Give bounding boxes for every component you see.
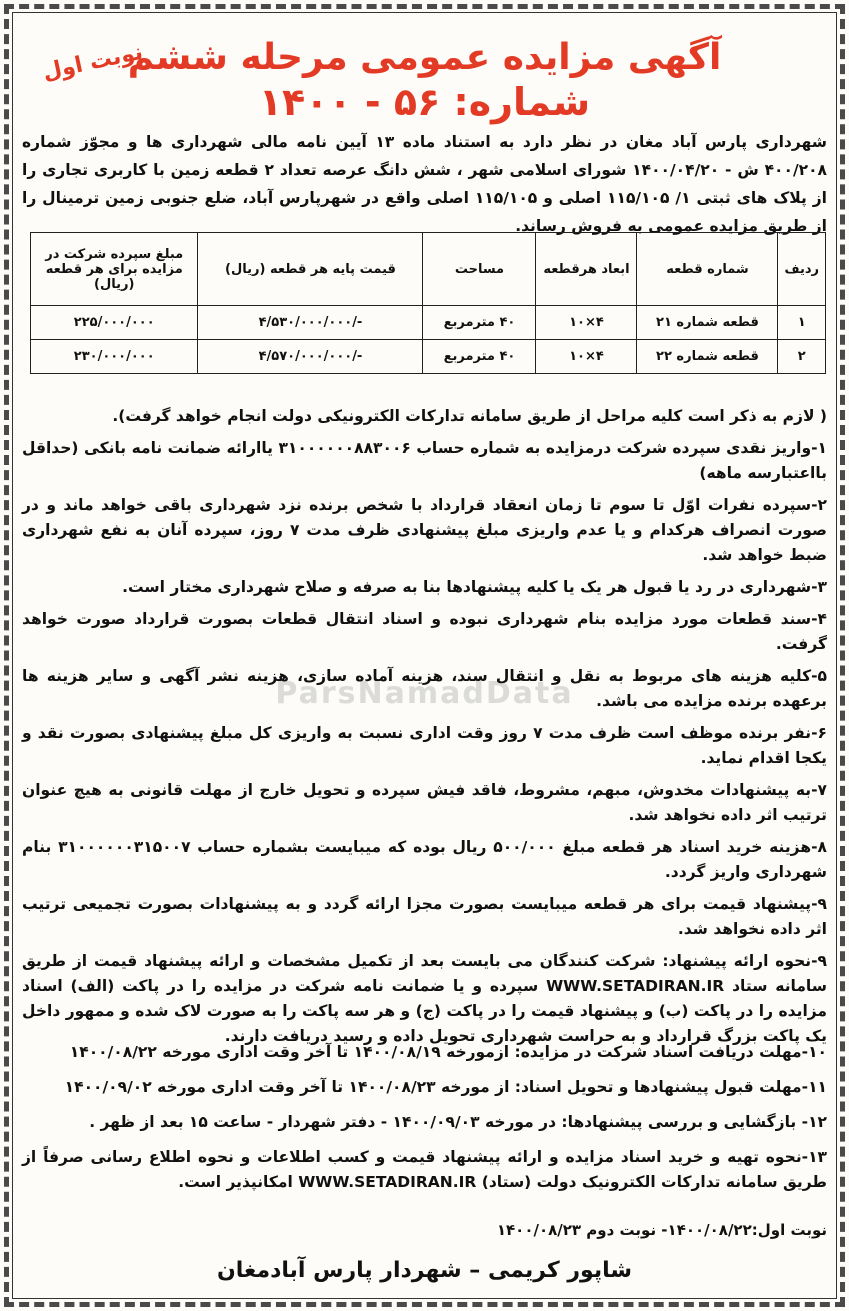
condition-item: ۷-به پیشنهادات مخدوش، مبهم، مشروط، فاقد فیش سپرده و تحویل خارج از مهلت قانونی به هیچ عنوان ترتیب اثر داده نخواهد شد.	[22, 781, 827, 824]
condition-item: ۹-پیشنهاد قیمت برای هر قطعه میبایست بصورت مجزا ارائه گردد و به پیشنهادات بصورت تجمیعی ترتیب اثر داده نخواهد شد.	[22, 895, 827, 938]
column-header-deposit: مبلغ سپرده شرکت در مزایده برای هر قطعه (ریال)	[31, 233, 198, 306]
condition-item: ۳-شهرداری در رد یا قبول هر یک یا کلیه پیشنهادها بنا به صرفه و صلاح شهرداری مختار است.	[122, 578, 827, 596]
cell-dimensions: ۴×۱۰	[536, 340, 637, 374]
column-header-plot-number: شماره قطعه	[637, 233, 778, 306]
plots-table	[30, 232, 826, 374]
electronic-system-note: ( لازم به ذکر است کلیه مراحل از طریق سامانه تدارکات الکترونیکی دولت انجام خواهد گرفت).	[112, 407, 827, 425]
deadline-item: ۱۱-مهلت قبول پیشنهادها و تحویل اسناد: از مورخه ۱۴۰۰/۰۸/۲۳ تا آخر وقت اداری مورخه ۱۴۰۰/۰۹/۰۲	[64, 1078, 827, 1096]
table-header-row	[31, 233, 826, 306]
intro-paragraph: شهرداری پارس آباد مغان در نظر دارد به استناد ماده ۱۳ آیین نامه مالی شهرداری ها و مجوّز شماره ۴۰۰/۲۰۸ ش - ۱۴۰۰/۰۴/۲۰ شورای اسلامی شهر ، شش دانگ عرصه تعداد ۲ قطعه زمین با کاربری تجاری را از پلاک های ثبتی ۱/ ۱۱۵/۱۰۵ اصلی و ۱۱۵/۱۰۵ اصلی واقع در شهرپارس آباد، ضلع جنوبی زمین ترمینال را از طریق مزایده عمومی به فروش رساند.	[22, 133, 827, 235]
cell-area: ۴۰ مترمربع	[423, 340, 536, 374]
column-header-base-price: قیمت پایه هر قطعه (ریال)	[198, 233, 423, 306]
notice-title: آگهی مزایده عمومی مرحله ششم	[127, 37, 722, 78]
column-header-area: مساحت	[423, 233, 536, 306]
column-header-dimensions: ابعاد هرقطعه	[536, 233, 637, 306]
watermark-text: ParsNamadData	[275, 676, 574, 711]
condition-item: ۴-سند قطعات مورد مزایده بنام شهرداری نبوده و اسناد انتقال قطعات بصورت قرارداد صورت خواهد گرفت.	[22, 610, 827, 653]
cell-base-price: -/۴/۵۷۰/۰۰۰/۰۰۰	[198, 340, 423, 374]
condition-item: ۹-نحوه ارائه پیشنهاد: شرکت کنندگان می بایست بعد از تکمیل مشخصات و ارائه پیشنهاد قیمت از طریق سامانه ستاد WWW.SETADIRAN.IR سپرده و یا ضمانت نامه شرکت در مزایده را در پاکت (الف) اسناد مزایده را در پاکت (ب) و پیشنهاد قیمت را در پاکت (ج) و هر سه پاکت را به صورت لاک شده و ممهور داخل یک پاکت بزرگ قرارداد و به حراست شهرداری تحویل داده و رسید دریافت دارند.	[22, 952, 827, 1045]
cell-dimensions: ۴×۱۰	[536, 306, 637, 340]
conditions-list	[22, 436, 827, 1056]
cell-area: ۴۰ مترمربع	[423, 306, 536, 340]
cell-plot-number: قطعه شماره ۲۱	[637, 306, 778, 340]
cell-deposit: ۲۲۵/۰۰۰/۰۰۰	[31, 306, 198, 340]
round-label: نوبت اول	[40, 39, 146, 86]
mayor-signature: شاپور کریمی – شهردار پارس آبادمغان	[217, 1258, 632, 1283]
condition-item: ۸-هزینه خرید اسناد هر قطعه مبلغ ۵۰۰/۰۰۰ ریال بوده که میبایست بشماره حساب ۳۱۰۰۰۰۰۰۳۱۵۰۰۷ بنام شهرداری واریز گردد.	[22, 838, 827, 881]
cell-plot-number: قطعه شماره ۲۲	[637, 340, 778, 374]
condition-item: ۱-واریز نقدی سپرده شرکت درمزایده به شماره حساب ۳۱۰۰۰۰۰۰۸۸۳۰۰۶ یاارائه ضمانت نامه بانکی (حداقل بااعتبارسه ماهه)	[22, 439, 828, 482]
cell-base-price: -/۴/۵۳۰/۰۰۰/۰۰۰	[198, 306, 423, 340]
deadline-item: ۱۲- بازگشایی و بررسی پیشنهادها: در مورخه ۱۴۰۰/۰۹/۰۳ - دفتر شهردار - ساعت ۱۵ بعد از ظهر .	[89, 1113, 827, 1131]
table-row	[31, 340, 826, 374]
cell-deposit: ۲۳۰/۰۰۰/۰۰۰	[31, 340, 198, 374]
table-row	[31, 306, 826, 340]
publication-rounds: نوبت اول:۱۴۰۰/۰۸/۲۲- نوبت دوم ۱۴۰۰/۰۸/۲۳	[496, 1221, 827, 1239]
column-header-row-number: ردیف	[778, 233, 826, 306]
deadlines-list	[22, 1040, 827, 1205]
condition-item: ۶-نفر برنده موظف است ظرف مدت ۷ روز وقت اداری نسبت به واریزی کل مبلغ پیشنهادی بصورت نقد و یکجا اقدام نماید.	[22, 724, 827, 767]
cell-row-number: ۱	[778, 306, 826, 340]
condition-item: ۲-سپرده نفرات اوّل تا سوم تا زمان انعقاد قرارداد با شخص برنده نزد شهرداری باقی خواهد ماند و در صورت انصراف هرکدام و یا عدم واریزی مبلغ پیشنهادی ظرف مدت ۷ روز، سپرده آنان به نفع شهرداری ضبط خواهد شد.	[22, 496, 827, 564]
notice-number: شماره: ۵۶ - ۱۴۰۰	[258, 80, 591, 124]
deadline-item: ۱۳-نحوه تهیه و خرید اسناد مزایده و ارائه پیشنهاد قیمت و کسب اطلاعات و نحوه اطلاع رسانی صرفاً از طریق سامانه تدارکات الکترونیک دولت (ستاد) WWW.SETADIRAN.IR امکانپذیر است.	[22, 1148, 827, 1191]
deadline-item: ۱۰-مهلت دریافت اسناد شرکت در مزایده: ازمورخه ۱۴۰۰/۰۸/۱۹ تا آخر وقت اداری مورخه ۱۴۰۰/۰۸/۲۲	[69, 1043, 827, 1061]
cell-row-number: ۲	[778, 340, 826, 374]
condition-item: ۵-کلیه هزینه های مربوط به نقل و انتقال سند، هزینه آماده سازی، هزینه نشر آگهی و سایر هزینه ها برعهده برنده مزایده می باشد.	[22, 667, 827, 710]
